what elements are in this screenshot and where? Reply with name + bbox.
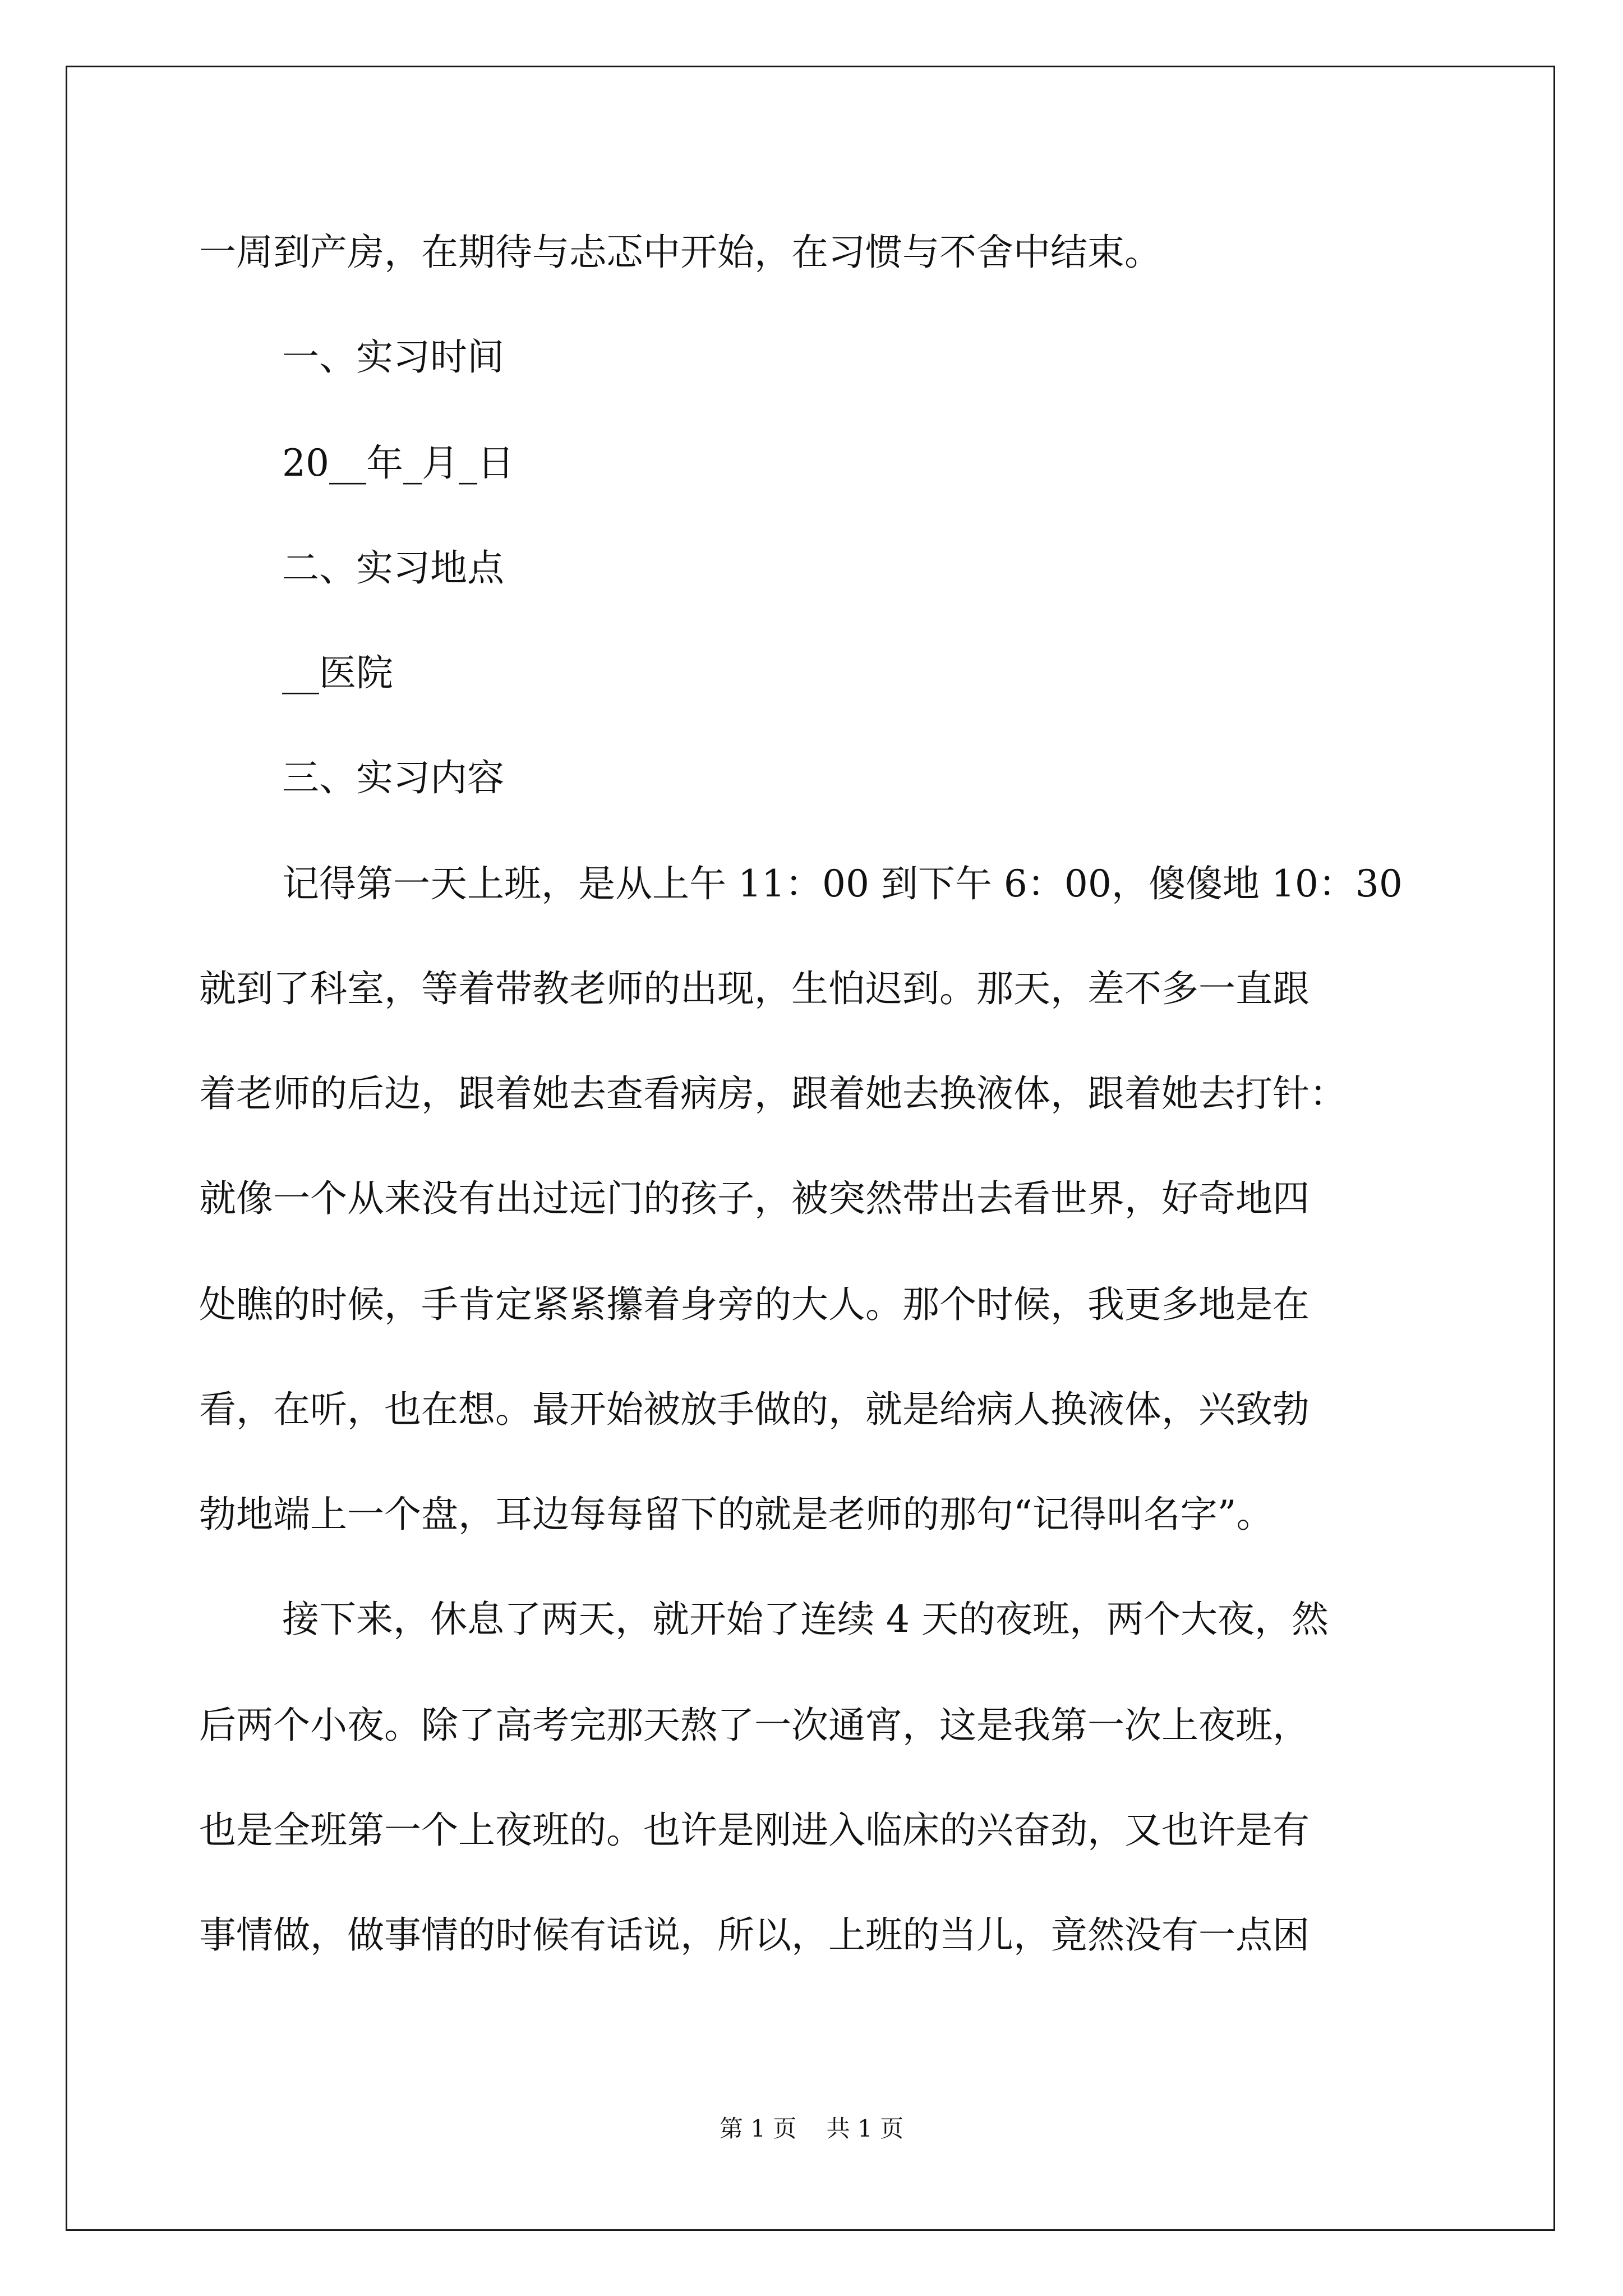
date-field: 20__年_月_日	[282, 441, 514, 485]
section-heading: 三、实习内容	[282, 756, 504, 799]
paragraph-line: 就到了科室，等着带教老师的出现，生怕迟到。那天，差不多一直跟	[199, 967, 1310, 1010]
page-total: 共 1 页	[826, 2115, 904, 2142]
page-border	[66, 66, 1555, 2231]
paragraph-line: 看，在听，也在想。最开始被放手做的，就是给病人换液体，兴致勃	[199, 1388, 1310, 1431]
paragraph-line: 着老师的后边，跟着她去查看病房，跟着她去换液体，跟着她去打针：	[199, 1072, 1347, 1115]
paragraph-line: 就像一个从来没有出过远门的孩子，被突然带出去看世界，好奇地四	[199, 1177, 1310, 1220]
paragraph-line: 接下来，休息了两天，就开始了连续 4 天的夜班，两个大夜，然	[282, 1598, 1329, 1641]
section-heading: 一、实习时间	[282, 335, 504, 379]
location-field: __医院	[282, 651, 393, 694]
paragraph-line: 也是全班第一个上夜班的。也许是刚进入临床的兴奋劲，又也许是有	[199, 1809, 1310, 1852]
paragraph-line: 事情做，做事情的时候有话说，所以，上班的当儿，竟然没有一点困	[199, 1913, 1310, 1957]
page-number: 第 1 页	[719, 2115, 797, 2142]
paragraph-line: 处瞧的时候，手肯定紧紧攥着身旁的大人。那个时候，我更多地是在	[199, 1283, 1310, 1326]
paragraph-line: 记得第一天上班，是从上午 11：00 到下午 6：00，傻傻地 10：30	[282, 862, 1403, 905]
paragraph-line: 勃地端上一个盘，耳边每每留下的就是老师的那句“记得叫名字”。	[199, 1493, 1274, 1536]
paragraph-line: 后两个小夜。除了高考完那天熬了一次通宵，这是我第一次上夜班，	[199, 1704, 1310, 1747]
section-heading: 二、实习地点	[282, 546, 504, 590]
page-footer	[0, 2115, 1623, 2143]
paragraph-line: 一周到产房，在期待与忐忑中开始，在习惯与不舍中结束。	[199, 231, 1161, 274]
